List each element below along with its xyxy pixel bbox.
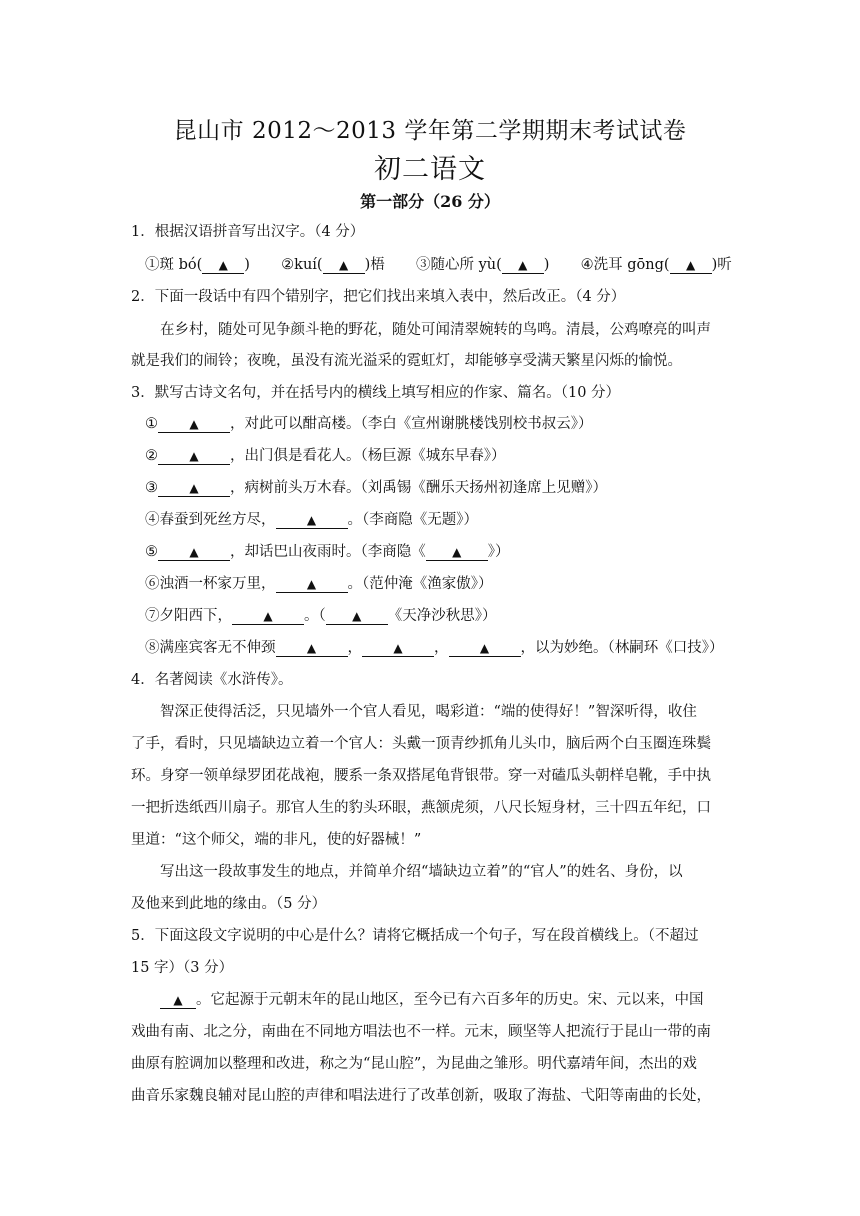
triangle-marker-icon: ▲	[218, 258, 228, 272]
triangle-marker-icon: ▲	[189, 417, 199, 431]
answer-blank[interactable]	[158, 448, 230, 465]
q3-stem: 3．默写古诗文名句，并在括号内的横线上填写相应的作家、篇名。（10 分）	[131, 385, 621, 401]
triangle-marker-icon: ▲	[306, 641, 317, 655]
q4-stem: 4．名著阅读《水浒传》。	[131, 672, 293, 688]
answer-blank[interactable]	[158, 480, 230, 497]
q3-item-4: ④春蚕到死丝方尽， ▲ 。（李商隐《无题》）	[145, 512, 478, 528]
triangle-marker-icon: ▲	[306, 513, 317, 527]
triangle-marker-icon: ▲	[393, 641, 403, 655]
triangle-marker-icon: ▲	[352, 609, 362, 623]
q4-task-line: 写出这一段故事发生的地点，并简单介绍“墙缺边立着”的“官人”的姓名、身份，以	[160, 864, 683, 880]
q4-passage-line: 环。身穿一领单绿罗团花战袍，腰系一条双搭尾龟背银带。穿一对磕瓜头朝样皂靴，手中执	[131, 768, 711, 784]
part-heading: 第一部分（26 分）	[360, 192, 500, 211]
answer-blank[interactable]	[426, 544, 488, 561]
triangle-marker-icon: ▲	[685, 258, 696, 272]
answer-blank[interactable]	[362, 640, 434, 657]
triangle-marker-icon: ▲	[189, 449, 199, 463]
answer-blank[interactable]	[276, 640, 348, 657]
answer-blank[interactable]	[158, 544, 230, 561]
answer-blank[interactable]	[326, 608, 388, 625]
exam-title: 昆山市 2012～2013 学年第二学期期末考试试卷	[173, 118, 687, 144]
exam-subject: 初二语文	[374, 154, 486, 185]
answer-blank[interactable]	[449, 640, 521, 657]
q3-item-3: ③ ▲ ，病树前头万木春。（刘禹锡《酬乐天扬州初逢席上见赠》）	[145, 480, 607, 496]
triangle-marker-icon: ▲	[338, 258, 349, 272]
q1-items: ①斑 bó( ▲ ) ②kuí( ▲ )梧 ③随心所 yù( ▲ ) ④洗耳 gōng( ▲ )听	[145, 257, 732, 273]
triangle-marker-icon: ▲	[173, 993, 183, 1007]
q3-item-8: ⑧满座宾客无不伸颈 ▲ ， ▲ ， ▲ ，以为妙绝。（林嗣环《口技》）	[145, 640, 724, 656]
q5-passage-line: 曲原有腔调加以整理和改进，称之为“昆山腔”，为昆曲之雏形。明代嘉靖年间，杰出的戏	[131, 1056, 697, 1072]
q3-item-2: ② ▲ ，出门俱是看花人。（杨巨源《城东早春》）	[145, 448, 506, 464]
q5-first-line: ▲ 。它起源于元朝末年的昆山地区，至今已有六百多年的历史。宋、元以来，中国	[160, 990, 704, 1010]
triangle-marker-icon: ▲	[479, 641, 490, 655]
q4-task-line: 及他来到此地的缘由。（5 分）	[131, 896, 327, 912]
q3-item-6: ⑥浊酒一杯家万里， ▲ 。（范仲淹《渔家傲》）	[145, 576, 493, 592]
triangle-marker-icon: ▲	[452, 545, 462, 559]
answer-blank[interactable]	[670, 257, 712, 274]
answer-blank[interactable]	[160, 992, 196, 1009]
q5-stem: 15 字）（3 分）	[131, 960, 234, 976]
q2-passage-line: 就是我们的闹铃；夜晚，虽没有流光溢采的霓虹灯，却能够享受满天繁星闪烁的愉悦。	[131, 353, 682, 369]
answer-blank[interactable]	[323, 257, 365, 274]
answer-blank[interactable]	[502, 257, 544, 274]
answer-blank[interactable]	[232, 608, 304, 625]
q2-stem: 2．下面一段话中有四个错别字，把它们找出来填入表中，然后改正。（4 分）	[131, 289, 626, 305]
q3-item-5: ⑤ ▲ ，却话巴山夜雨时。（李商隐《 ▲ 》）	[145, 544, 510, 560]
answer-blank[interactable]	[202, 257, 244, 274]
q4-passage-line: 智深正使得活泛，只见墙外一个官人看见，喝彩道：“端的使得好！”智深听得，收住	[160, 704, 697, 720]
q1-stem: 1．根据汉语拼音写出汉字。（4 分）	[131, 224, 365, 240]
q4-passage-line: 了手，看时，只见墙缺边立着一个官人：头戴一顶青纱抓角儿头巾，脑后两个白玉圈连珠鬓	[131, 736, 711, 752]
answer-blank[interactable]	[276, 576, 348, 593]
q3-item-7: ⑦夕阳西下， ▲ 。（ ▲ 《天净沙秋思》）	[145, 608, 497, 624]
triangle-marker-icon: ▲	[189, 545, 199, 559]
q4-passage-line: 一把折迭纸西川扇子。那官人生的豹头环眼，燕颔虎须，八尺长短身材，三十四五年纪，口	[131, 800, 711, 816]
q5-passage-line: 戏曲有南、北之分，南曲在不同地方唱法也不一样。元末，顾坚等人把流行于昆山一带的南	[131, 1024, 711, 1040]
triangle-marker-icon: ▲	[518, 258, 528, 272]
answer-blank[interactable]	[158, 416, 230, 433]
q4-passage-line: 里道：“这个师父，端的非凡，使的好器械！”	[131, 832, 422, 848]
q5-stem: 5．下面这段文字说明的中心是什么？请将它概括成一个句子，写在段首横线上。（不超过	[131, 928, 699, 944]
q3-item-1: ① ▲ ，对此可以酣高楼。（李白《宣州谢朓楼饯别校书叔云》）	[145, 416, 593, 432]
triangle-marker-icon: ▲	[263, 609, 273, 623]
triangle-marker-icon: ▲	[189, 481, 199, 495]
triangle-marker-icon: ▲	[306, 577, 317, 591]
answer-blank[interactable]	[276, 512, 348, 529]
q5-passage-line: 曲音乐家魏良辅对昆山腔的声律和唱法进行了改革创新，吸取了海盐、弋阳等南曲的长处，	[131, 1088, 711, 1104]
q2-passage-line: 在乡村，随处可见争颜斗艳的野花，随处可闻清翠婉转的鸟鸣。清晨，公鸡嘹亮的叫声	[160, 322, 711, 338]
